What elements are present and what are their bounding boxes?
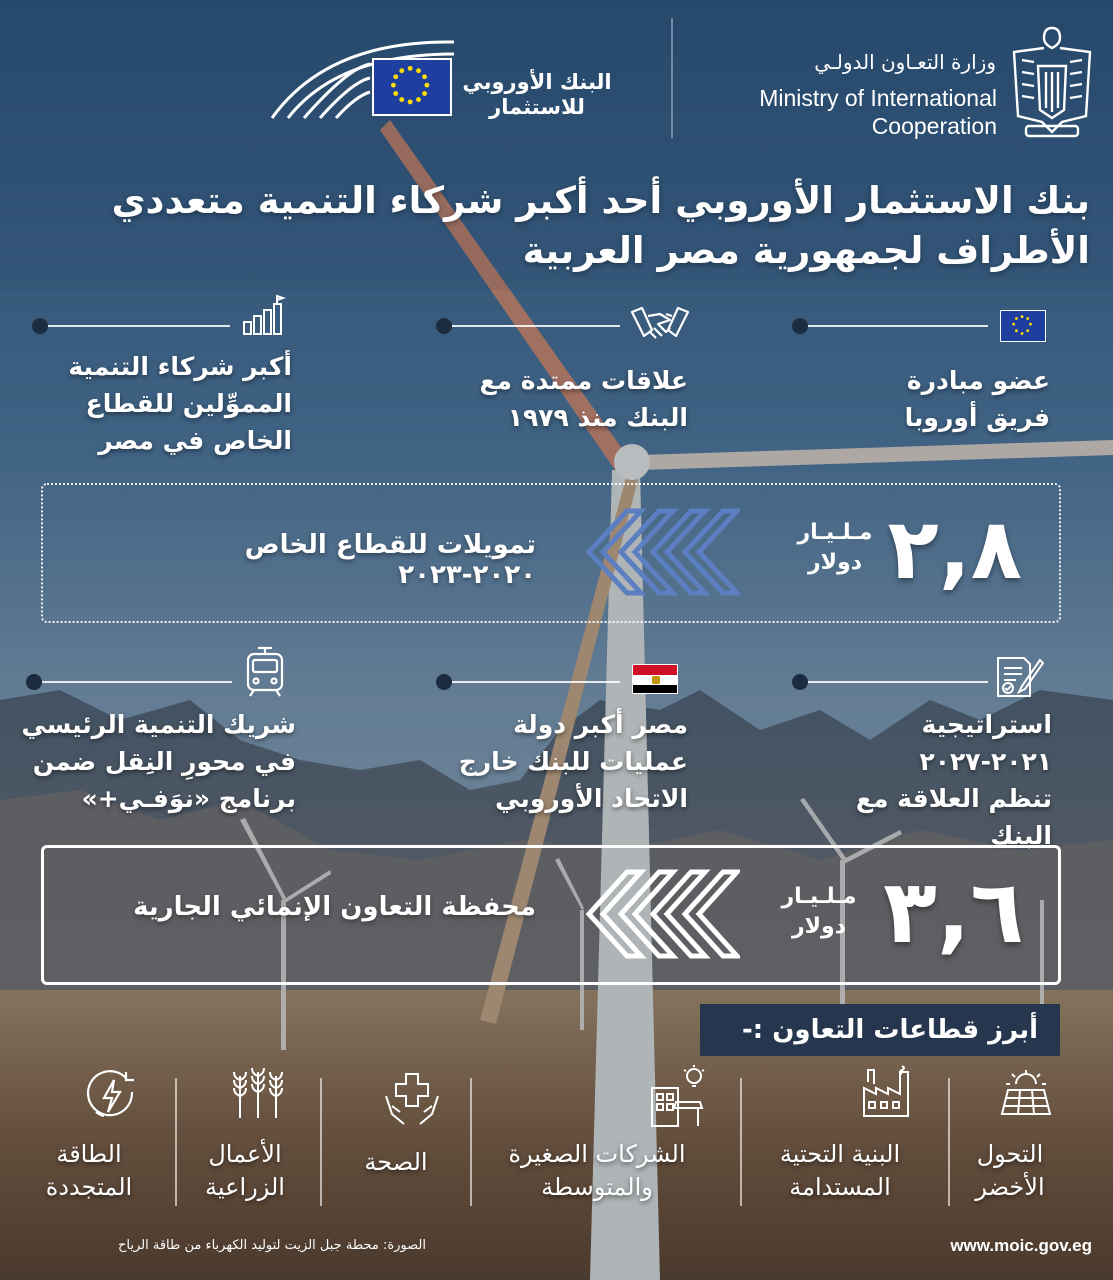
stat-value: ٣,٦	[883, 860, 1024, 963]
chevrons-icon	[585, 507, 740, 597]
solar-panel-icon	[1000, 1070, 1052, 1118]
sector-label-line: البنية التحتية	[779, 1140, 901, 1168]
eib-name-line2: للاستثمار	[489, 95, 585, 119]
feature-line-text: مصر أكبر دولة	[513, 710, 688, 739]
train-icon	[244, 646, 286, 698]
feature-line-text: عضو مبادرة	[906, 366, 1050, 395]
sector-label-line: الشركات الصغيرة	[508, 1140, 686, 1168]
sector-label-line: الأعمال	[208, 1140, 282, 1168]
feature-line-text: استراتيجية ٢٠٢١-٢٠٢٧	[919, 710, 1052, 776]
header-divider	[671, 18, 673, 138]
sector-agribusiness	[190, 1138, 300, 1204]
sector-health	[336, 1146, 456, 1179]
sector-label-line: المستدامة	[789, 1173, 891, 1201]
stat-unit-line1: مـلـيـار	[781, 884, 857, 909]
health-hands-icon	[384, 1070, 440, 1126]
feature-relations-since-1979	[430, 362, 688, 436]
eib-name-line1: البنك الأوروبي	[462, 70, 612, 94]
sector-divider	[320, 1078, 322, 1206]
sector-smes	[490, 1138, 704, 1204]
feature-line-text: شريك التنمية الرئيسي	[21, 710, 296, 739]
feature-line-text: عمليات للبنك خارج	[458, 747, 688, 776]
feature-line	[42, 681, 232, 683]
title-line-1: بنك الاستثمار الأوروبي أحد أكبر شركاء التنمية متعددي	[111, 179, 1090, 222]
feature-team-europe	[800, 362, 1050, 436]
eu-flag-small-icon	[1000, 310, 1046, 342]
stat-value: ٢,٨	[887, 500, 1022, 598]
stat-unit	[774, 882, 864, 942]
sector-label-line: التحول	[976, 1140, 1044, 1168]
ministry-name-arabic: وزارة التعـاون الدولـي	[814, 50, 996, 74]
feature-line-text: فريق أوروبا	[904, 403, 1050, 432]
feature-bullet	[26, 674, 42, 690]
feature-strategy-2021-2027	[790, 706, 1052, 854]
sector-sustainable-infrastructure	[752, 1138, 928, 1204]
stat-unit-line1: مـلـيـار	[797, 520, 873, 545]
feature-line-text: الاتحاد الأوروبي	[495, 784, 688, 813]
sector-divider	[175, 1078, 177, 1206]
sector-label-line: الزراعية	[205, 1173, 285, 1201]
feature-line-text: علاقات ممتدة مع	[479, 366, 688, 395]
sector-label-line: الصحة	[364, 1148, 428, 1176]
sector-label-line: المتجددة	[45, 1173, 133, 1201]
egypt-flag-icon	[632, 664, 678, 694]
stat-unit-line2: دولار	[807, 550, 862, 575]
stat-label: محفظة التعاون الإنمائي الجارية	[133, 892, 536, 922]
sector-divider	[948, 1078, 950, 1206]
sector-label-line: والمتوسطة	[541, 1173, 653, 1201]
document-pen-icon	[994, 654, 1044, 700]
sector-label-line: الطاقة	[56, 1140, 122, 1168]
sector-green-transition	[955, 1138, 1065, 1204]
stat-unit	[790, 518, 880, 578]
feature-line-text: المموِّلين للقطاع	[85, 389, 292, 418]
bar-chart-icon	[240, 294, 286, 336]
feature-bullet	[792, 674, 808, 690]
feature-bullet	[32, 318, 48, 334]
feature-line	[452, 325, 620, 327]
feature-bullet	[436, 674, 452, 690]
photo-credit: الصورة: محطة جبل الزيت لتوليد الكهرباء من طاقة الرياح	[118, 1238, 426, 1253]
website-url: www.moic.gov.eg	[950, 1236, 1092, 1255]
feature-largest-private-sector-partner	[40, 348, 292, 459]
feature-line	[808, 325, 988, 327]
sector-renewable-energy	[30, 1138, 148, 1204]
ministry-name-en-line1: Ministry of International	[759, 85, 997, 111]
feature-line	[808, 681, 988, 683]
handshake-icon	[630, 304, 690, 348]
small-business-icon	[644, 1064, 710, 1130]
wheat-icon	[228, 1066, 288, 1120]
sector-divider	[740, 1078, 742, 1206]
feature-line-text: البنك منذ ١٩٧٩	[507, 403, 688, 432]
feature-line	[48, 325, 230, 327]
feature-bullet	[792, 318, 808, 334]
feature-line-text: في محورِ النِقل ضمن	[32, 747, 296, 776]
feature-transport-partner	[14, 706, 296, 817]
stat-label: تمويلات للقطاع الخاص ٢٠٢٠-٢٠٢٣	[244, 530, 536, 590]
feature-line-text: برنامج «نوَفـي+»	[81, 784, 296, 813]
feature-line-text: أكبر شركاء التنمية	[68, 352, 292, 381]
chevrons-icon	[585, 868, 740, 960]
factory-icon	[860, 1064, 916, 1120]
feature-bullet	[436, 318, 452, 334]
ministry-name-en-line2: Cooperation	[871, 113, 997, 139]
sectors-title: أبرز قطاعات التعاون :-	[700, 1004, 1060, 1056]
egypt-eagle-emblem-icon	[1008, 22, 1096, 140]
feature-line-text: البنك	[990, 821, 1052, 850]
eib-logo-text	[462, 70, 612, 120]
stat-unit-line2: دولار	[791, 914, 846, 939]
feature-line-text: الخاص في مصر	[98, 426, 292, 455]
feature-line	[452, 681, 620, 683]
title-line-2: الأطراف لجمهورية مصر العربية	[522, 229, 1090, 272]
page-title	[40, 176, 1090, 276]
eu-flag-icon	[372, 58, 452, 116]
ministry-name-english	[715, 84, 997, 140]
feature-largest-country-outside-eu	[440, 706, 688, 817]
renewable-energy-icon	[84, 1068, 138, 1122]
sector-label-line: الأخضر	[975, 1173, 1045, 1201]
sector-divider	[470, 1078, 472, 1206]
feature-line-text: تنظم العلاقة مع	[855, 784, 1052, 813]
